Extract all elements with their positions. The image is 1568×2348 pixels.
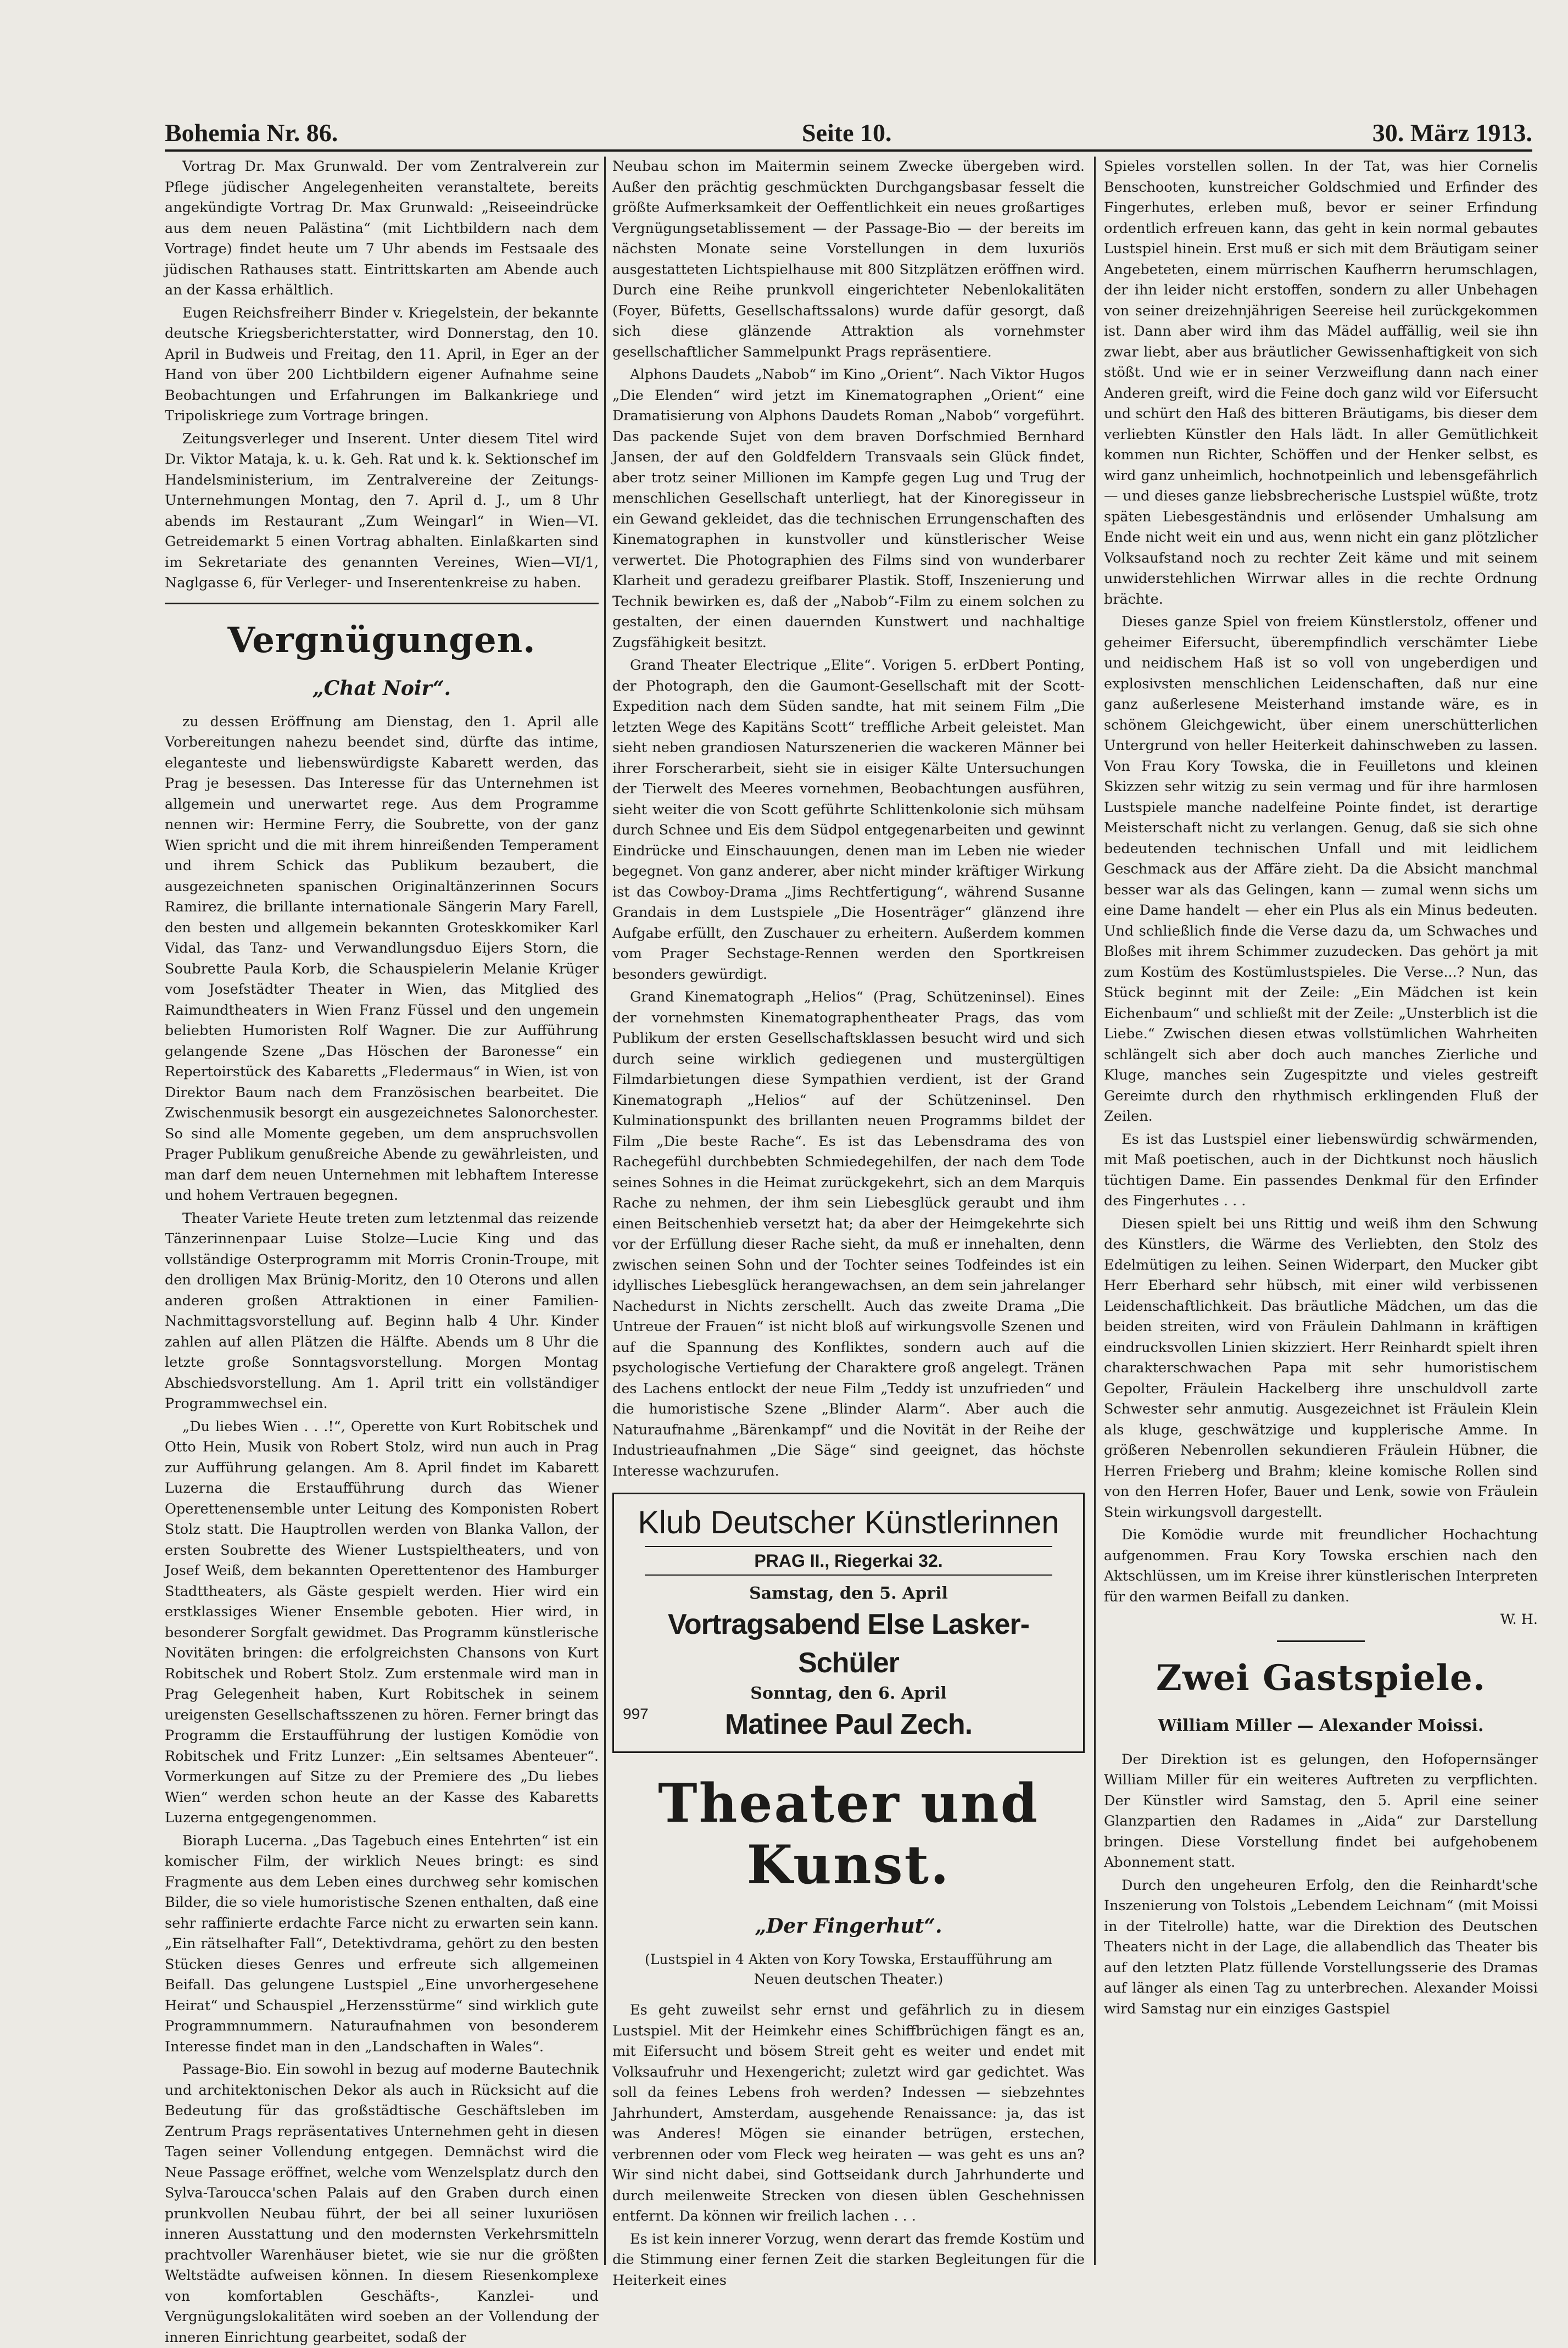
article-paragraph: Es ist kein innerer Vorzug, wenn derart das fremde Kostüm und die Stimmung einer fernen Zeit die starken Begleitungen für die Heiterkeit eines [612,2230,1085,2289]
article-paragraph: Dieses ganze Spiel von freiem Künstlerstolz, offener und geheimer Eifersucht, überempfindlich verschämter Liebe und neidischem Haß ist so voll von ungeberdigen und explosivsten menschlichen Leidenschaften, daß nur eine ganz außerlesene Meisterhand imstande wäre, es in schönem Gleichgewicht, über einem unerschütterlichen Untergrund von heller Heiterkeit dahinschweben zu lassen. Von Frau Kory Towska, die in Feuilletons und kleinen Skizzen sehr witzig zu sein vermag und für ihre harmlosen Lustspiele manche nadelfeine Pointe findet, ist derartige Meisterschaft nicht zu verlangen. Genug, daß sie sich ohne bedeutenden technischen Unfall und mit leidlichem Geschmack aus der Affäre zieht. Da die Absicht manchmal besser war als das Gelingen, kann — zumal wenn sichs um eine Dame handelt — eher ein Plus als ein Minus bedeuten. Und schließlich finde die Verse dazu da, um Schwaches und Bloßes mit ihrem Schimmer zuzudecken. Das gehört ja mit zum Kostüm des Kostümlustspieles. Die Verse...? Nun, das Stück beginnt mit der Zeile: „Ein Mädchen ist kein Eichenbaum“ und schließt mit der Zeile: „Unsterblich ist die Liebe.“ Zwischen diesen etwas vollstümlichen Wahrheiten schlängelt sich aber doch auch manches Zierliche und Kluge, manches sein Zugespitzte und vieles gestreift Gereimte durch den rhythmisch erklingenden Fluß der Zeilen. [1104,614,1538,1125]
section-rule [165,603,599,604]
article-paragraph: Der Direktion ist es gelungen, den Hofopernsänger William Miller für ein weiteres Auftreten zu verpflichten. Der Künstler wird Samstag, den 5. April eine seiner Glanzpartien den Radames in „Aida“ zur Darstellung bringen. Diese Vorstellung findet bei aufgehobenem Abonnement statt. [1104,1751,1538,1871]
header-rule [165,149,1532,152]
article-paragraph: Es geht zuweilst sehr ernst und gefährlich zu in diesem Lustspiel. Mit der Heimkehr eines Schiffbrüchigen fängt es an, mit Eifersucht und bösem Streit geht es weiter und endet mit Volksaufruhr und Hexengericht; zuletzt wird gar gedichtet. Was soll da feines Lebens froh werden? Indessen — siebzehntes Jahrhundert, Amsterdam, ausgehende Renaissance: ja, das ist was Anderes! Mögen sie einander betrügen, erstechen, verbrennen oder vom Fleck weg heiraten — was geht es uns an? Wir sind nicht dabei, sind Gottseidank durch Jahrhunderte und durch meilenweite Strecken von diesen üblen Geschehnissen entfernt. Da können wir freilich lachen . . . [612,2002,1085,2224]
article-paragraph: Eugen Reichsfreiherr Binder v. Kriegelstein, der bekannte deutsche Kriegsberichterstatter, wird Donnerstag, den 10. April in Budweis und Freitag, den 11. April, in Eger an der Hand von über 200 Lichtbildern eigener Aufnahme seine Beobachtungen und Erfahrungen im Balkankriege und Tripoliskriege zum Vortrage bringen. [165,304,599,424]
article-paragraph: zu dessen Eröffnung am Dienstag, den 1. April alle Vorbereitungen nahezu beendet sind, dürfte das intime, eleganteste und liebenswürdigste Kabarett werden, das Prag je besessen. Das Interesse für das Unternehmen ist allgemein und unerwartet rege. Aus dem Programme nennen wir: Hermine Ferry, die Soubrette, von der ganz Wien spricht und die mit ihrem hinreißenden Temperament und ihrem Schick das Publikum bezaubert, die ausgezeichneten spanischen Originaltänzerinnen Socurs Ramirez, die brillante internationale Sängerin Mary Farell, den besten und allgemein bekannten Groteskkomiker Karl Vidal, das Tanz- und Verwandlungsduo Eijers Storn, die Soubrette Paula Korb, die Schauspielerin Melanie Krüger vom Josefstädter Theater in Wien, das Mitglied des Raimundtheaters in Wien Franz Füssel und den ungemein beliebten Humoristen Rolf Wagner. Die zur Aufführung gelangende Szene „Das Höschen der Baronesse“ ein Repertoirstück des Kabaretts „Fledermaus“ in Wien, ist von Direktor Baum nach dem Französischen bearbeitet. Die Zwischenmusik besorgt ein ausgezeichnetes Salonorchester. So sind alle Momente gegeben, um dem anspruchsvollen Prager Publikum genußreiche Abende zu gewährleisten, und man darf dem neuen Unternehmen mit lebhaftem Interesse und hohem Vertrauen begegnen. [165,713,599,1204]
article-paragraph: Bioraph Lucerna. „Das Tagebuch eines Entehrten“ ist ein komischer Film, der wirklich Neues bringt: es sind Fragmente aus dem Leben eines durchweg sehr komischen Bilder, die so viele humoristische Szenen enthalten, daß eine sehr raffinierte erdachte Farce nicht zu erwarten sein kann. „Ein rätselhafter Fall“, Detektivdrama, gehört zu den besten Stücken dieses Genres und erfreute sich allgemeinen Beifall. Das gelungene Lustspiel „Eine unvorhergesehene Heirat“ und Schauspiel „Herzensstürme“ sind wirklich gute Programmnummern. Naturaufnahmen von besonderem Interesse findet man in den „Landschaften in Wales“. [165,1832,599,2055]
header-issue: Bohemia Nr. 86. [165,119,338,147]
article-title: „Der Fingerhut“. [755,1915,942,1938]
ad-event: Vortragsabend Else Lasker-Schüler [668,1609,1029,1679]
column-left [165,157,599,2346]
article-paragraph: Diesen spielt bei uns Rittig und weiß ihm den Schwung des Künstlers, die Wärme des Verliebten, den Stolz des Edelmütigen zu leihen. Seinen Widerpart, den Mucker gibt Herr Eberhard sehr hübsch, mit einer wild verbissenen Leidenschaftlichkeit. Das bräutliche Mädchen, um das die beiden streiten, wird von Fräulein Dahlmann in kräftigen eindrucksvollen Linien skizziert. Herr Reinhardt spielt ihren charakterschwachen Papa mit sehr humoristischem Gepolter, Fräulein Hackelberg ihre unschuldvoll zarte Schwester sehr anmutig. Ausgezeichnet ist Fräulein Klein als kluge, geschwätzige und kupplerische Amme. In größeren Nebenrollen sekundieren Fräulein Hübner, die Herren Frieberg und Brahm; kleine komische Rollen sind von den Herren Hofer, Bauer und Lenk, sowie von Fräulein Stein wirkungsvoll dargestellt. [1104,1215,1538,1521]
article-paragraph: Grand Theater Electrique „Elite“. Vorigen 5. erDbert Ponting, der Photograph, den die Gaumont-Gesellschaft mit der Scott-Expedition nach dem Süden sandte, hat mit seinem Film „Die letzten Wege des Kapitäns Scott“ treffliche Arbeit geleistet. Man sieht neben grandiosen Naturszenerien die wackeren Männer bei ihrer Forscherarbeit, sieht sie in eisiger Kälte Untersuchungen der Tierwelt des Meeres vornehmen, Beobachtungen ausführen, sieht weiter die von Scott geführte Schlittenkolonie sich mühsam durch Schnee und Eis dem Südpol entgegenarbeiten und gewinnt Eindrücke und Einschauungen, denen man im Leben nie wieder begegnet. Von ganz anderer, aber nicht minder kräftiger Wirkung ist das Cowboy-Drama „Jims Rechtfertigung“, während Susanne Grandais in dem Lustspiele „Die Hosenträger“ glänzend ihre Aufgabe erfüllt, den Zuschauer zu erheitern. Außerdem kommen vom Prager Sechstage-Rennen werden den Sportkreisen besonders gewürdigt. [612,657,1085,983]
ad-number: 997 [623,1705,649,1722]
article-paragraph: „Du liebes Wien . . .!“, Operette von Kurt Robitschek und Otto Hein, Musik von Robert Stolz, wird nun auch in Prag zur Aufführung gelangen. Am 8. April findet im Kabarett Luzerna die Erstaufführung durch das Wiener Operettenensemble unter Leitung des Komponisten Robert Stolz statt. Die Hauptrollen werden von Blanka Vallon, der ersten Soubrette des Wiener Lustspieltheaters, und von Josef Weiß, dem bekannten Operettentenor des Hamburger Stadttheaters, als Gäste gespielt werden. Hier wird ein erstklassiges Wiener Ensemble geboten. Hier wird, in besonderer Sorgfalt gewidmet. Das Programm künstlerische Novitäten bringen: die erfolgreichsten Chansons von Kurt Robitschek und Robert Stolz. Zum erstenmale wird man in Prag Gelegenheit haben, Kurt Robitschek in seinem ureigensten Gesellschaftsszenen zu hören. Ferner bringt das Programm die Erstaufführung der lustigen Komödie von Robitschek und Fritz Lunzer: „Ein seltsames Abenteuer“. Vormerkungen auf Sitze zu der Premiere des „Du liebes Wien“ werden schon heute an der Kasse des Kabaretts Luzerna entgegengenommen. [165,1418,599,1826]
article-paragraph: Alphons Daudets „Nabob“ im Kino „Orient“. Nach Viktor Hugos „Die Elenden“ wird jetzt im Kinematographen „Orient“ eine Dramatisierung von Alphons Daudets Roman „Nabob“ vorgeführt. Das packende Sujet von dem braven Dorfschmied Bernhard Jansen, der auf den Goldfeldern Transvaals sein Glück findet, aber trotz seiner Millionen im Kampfe gegen Lug und Trug der menschlichen Gesellschaft unterliegt, hat der Kinoregisseur in ein Gewand gekleidet, das die technischen Errungenschaften des Kinematographen in kunstvoller und künstlerischer Weise verwertet. Die Photographien des Films sind von wunderbarer Klarheit und geradezu greifbarer Plastik. Stoff, Inszenierung und Technik bewirken es, daß der „Nabob“-Film zu einem solchen zu gestalten, der einen dauernden Kunstwert und nachhaltige Zugsfähigkeit besitzt. [612,366,1085,651]
article-paragraph: Durch den ungeheuren Erfolg, den die Reinhardt'sche Inszenierung von Tolstois „Lebendem Leichnam“ (mit Moissi in der Titelrolle) hatte, war die Direktion des Deutschen Theaters nicht in der Lage, die allabendlich das Theater bis auf den letzten Platz füllende Vorstellungsserie des Dramas auf länger als einen Tag zu unterbrechen. Alexander Moissi wird Samstag nur ein einziges Gastspiel [1104,1877,1538,2017]
section-rule [1277,1640,1365,1642]
article-title: William Miller — Alexander Moissi. [1158,1716,1484,1735]
ad-date: Sonntag, den 6. April [750,1684,947,1703]
article-paragraph: Die Komödie wurde mit freundlicher Hochachtung aufgenommen. Frau Kory Towska erschien nach den Aktschlüssen, um im Kreise ihrer künstlerischen Interpreten für den warmen Beifall zu danken. [1104,1527,1538,1605]
column-middle [612,157,1085,2289]
ad-date: Samstag, den 5. April [749,1584,948,1603]
article-paragraph: Vortrag Dr. Max Grunwald. Der vom Zentralverein zur Pflege jüdischer Angelegenheiten veranstaltete, bereits angekündigte Vortrag Dr. Max Grunwald: „Reiseeindrücke aus dem neuen Palästina“ (mit Lichtbildern nach dem Vortrage) findet heute um 7 Uhr abends im Festsaale des jüdischen Rathauses statt. Eintrittskarten am Abende auch an der Kassa erhältlich. [165,158,599,298]
column-divider [604,157,606,2265]
ad-event: Matinee Paul Zech. [724,1709,973,1740]
ad-address: PRAG II., Riegerkai 32. [645,1546,1052,1576]
article-paragraph: Neubau schon im Maitermin seinem Zwecke übergeben wird. Außer den prächtig geschmückten Durchgangsbasar fesselt die größte Aufmerksamkeit der Oeffentlichkeit ein neues großartiges Vergnügungsetablissement — der Passage-Bio — der bereits im nächsten Monate seine Vorstellungen in dem luxuriös ausgestatteten Lichtspielhause mit 800 Sitzplätzen eröffnen wird. Durch eine Reihe prunkvoll eingerichteter Nebenlokalitäten (Foyer, Büfetts, Gesellschaftssalons) wurde dafür gesorgt, daß sich diese glänzende Attraktion als vornehmster gesellschaftlicher Sammelpunkt Prags repräsentiere. [612,158,1085,360]
article-title: „Chat Noir“. [312,676,451,700]
page-header [165,113,1532,151]
article-byline: (Lustspiel in 4 Akten von Kory Towska, Erstaufführung am Neuen deutschen Theater.) [645,1951,1052,1987]
advertisement [612,1493,1085,1753]
article-signature: W. H. [1500,1611,1538,1628]
article-paragraph: Spieles vorstellen sollen. In der Tat, was hier Cornelis Benschooten, kunstreicher Goldschmied und Erfinder des Fingerhutes, erleben muß, bevor er seiner Erfindung ordentlich erfreuen kann, das geht in kein normal gebautes Lustspiel hinein. Erst muß er sich mit dem Bräutigam seiner Angebeteten, einem mürrischen Kaufherrn herumschlagen, der ihn leider nicht erstoffen, sondern zu aller Unbehagen von seiner dreizehnjährigen Seereise heil zurückgekommen ist. Dann aber wird ihm das Mädel auffällig, weil sie ihn zwar liebt, aber aus bräutlicher Gewissenhaftigkeit von sich stößt. Und wie er in seiner Verzweiflung dann nach einer Anderen greift, wird die Feine doch ganz wild vor Eifersucht und schürt den Haß des bitteren Bräutigams, bis dieser dem verliebten Künstler den Hals lädt. In aller Gemütlichkeit kommen nun Richter, Schöffen und der Henker selbst, es wird ganz unheimlich, hochnotpeinlich und lebensgefährlich — und dieses ganze liebsbrecherische Lustspiel wüßte, trotz späten Liebesgeständnis und erlösender Umhalsung am Ende nicht weit ein und aus, wenn nicht ein ganz plötzlicher Volksaufstand noch zu rechter Zeit käme und mit seinem unwiderstehlichen Wirrwar alles in die rechte Ordnung brächte. [1104,158,1538,608]
column-right [1104,157,1538,2265]
article-paragraph: Theater Variete Heute treten zum letztenmal das reizende Tänzerinnenpaar Luise Stolze—Lucie King und das vollständige Osterprogramm mit Morris Cronin-Troupe, mit den drolligen Max Brünig-Moritz, den 10 Oterons und allen anderen großen Attraktionen in einer Familien-Nachmittagsvorstellung auf. Beginn halb 4 Uhr. Kinder zahlen auf allen Plätzen die Hälfte. Abends um 8 Uhr die letzte große Sonntagsvorstellung. Morgen Montag Abschiedsvorstellung. Am 1. April tritt ein vollständiger Programmwechsel ein. [165,1210,599,1412]
article-paragraph: Passage-Bio. Ein sowohl in bezug auf moderne Bautechnik und architektonischen Dekor als auch in Rücksicht auf die Bedeutung für das großstädtische Geschäftsleben im Zentrum Prags repräsentatives Unternehmen geht in diesen Tagen seiner Vollendung entgegen. Demnächst wird die Neue Passage eröffnet, welche vom Wenzelsplatz durch den Sylva-Taroucca'schen Palais auf den Graben durch einen prunkvollen Neubau führt, der bei all seiner luxuriösen inneren Ausstattung und den modernsten Verkehrsmitteln prachtvoller Warenhäuser bietet, wie sie nur die größten Weltstädte aufweisen können. In diesem Riesenkomplexe von komfortablen Geschäfts-, Kanzlei- und Vergnügungslokalitäten wird soeben an der Vollendung der inneren Einrichtung gearbeitet, sodaß der [165,2061,599,2346]
header-page-number: Seite 10. [802,119,892,147]
section-heading: Zwei Gastspiele. [1156,1657,1486,1699]
article-paragraph: Grand Kinematograph „Helios“ (Prag, Schützeninsel). Eines der vornehmsten Kinematographentheater Prags, das vom Publikum der ersten Gesellschaftsklassen besucht wird und sich durch seine wirklich gediegenen und mustergültigen Filmdarbietungen diese Sympathien verdient, ist der Grand Kinematograph „Helios“ auf der Schützeninsel. Den Kulminationspunkt des brillanten neuen Programms bildet der Film „Die beste Rache“. Es ist das Lebensdrama des von Rachegefühl durchbebten Schmiedegehilfen, der nach dem Tode seines Sohnes in die Heimat zurückgekehrt, sich an dem Marquis Rache zu nehmen, der ihm sein Liebesglück geraubt und ihm einen Beitschenhieb versetzt hat; da aber der Heimgekehrte sich vor der Erfüllung dieser Rache sieht, da muß er innehalten, denn zwischen seinen Sohn und der Tochter seines Todfeindes ist ein idyllisches Liebesglück herangewachsen, an dem sein jahrelanger Nachedurst in Nichts zerschellt. Auch das zweite Drama „Die Untreue der Frauen“ ist nicht bloß auf wirkungsvolle Szenen und auf die Spannung des Konfliktes, sondern auch auf die psychologische Vertiefung der Charaktere groß angelegt. Tränen des Lachens entlockt der neue Film „Teddy ist unzufrieden“ und die humoristische Szene „Blinder Alarm“. Aber auch die Naturaufnahme „Bärenkampf“ und die Novität in der Reihe der Industrieaufnahmen „Die Säge“ sind geeignet, das höchste Interesse wachzurufen. [612,989,1085,1479]
ad-title: Klub Deutscher Künstlerinnen [638,1505,1059,1540]
article-paragraph: Es ist das Lustspiel einer liebenswürdig schwärmenden, mit Maß poetischen, auch in der Dichtkunst noch häuslich tüchtigen Dame. Ein passendes Denkmal für den Erfinder des Fingerhutes . . . [1104,1131,1538,1209]
article-paragraph: Zeitungsverleger und Inserent. Unter diesem Titel wird Dr. Viktor Mataja, k. u. k. Geh. Rat und k. k. Sektionschef im Handelsministerium, im Zentralvereine der Zeitungs-Unternehmungen Montag, den 7. April d. J., um 8 Uhr abends im Restaurant „Zum Weingarl“ in Wien—VI. Getreidemarkt 5 einen Vortrag abhalten. Einlaßkarten sind im Sekretariate des genannten Vereines, Wien—VI/1, Naglgasse 6, für Verleger- und Inserentenkreise zu haben. [165,430,599,591]
header-date: 30. März 1913. [1372,119,1532,147]
column-divider [1094,157,1096,2265]
section-heading: Vergnügungen. [227,619,536,661]
section-heading: Theater und Kunst. [658,1772,1039,1896]
